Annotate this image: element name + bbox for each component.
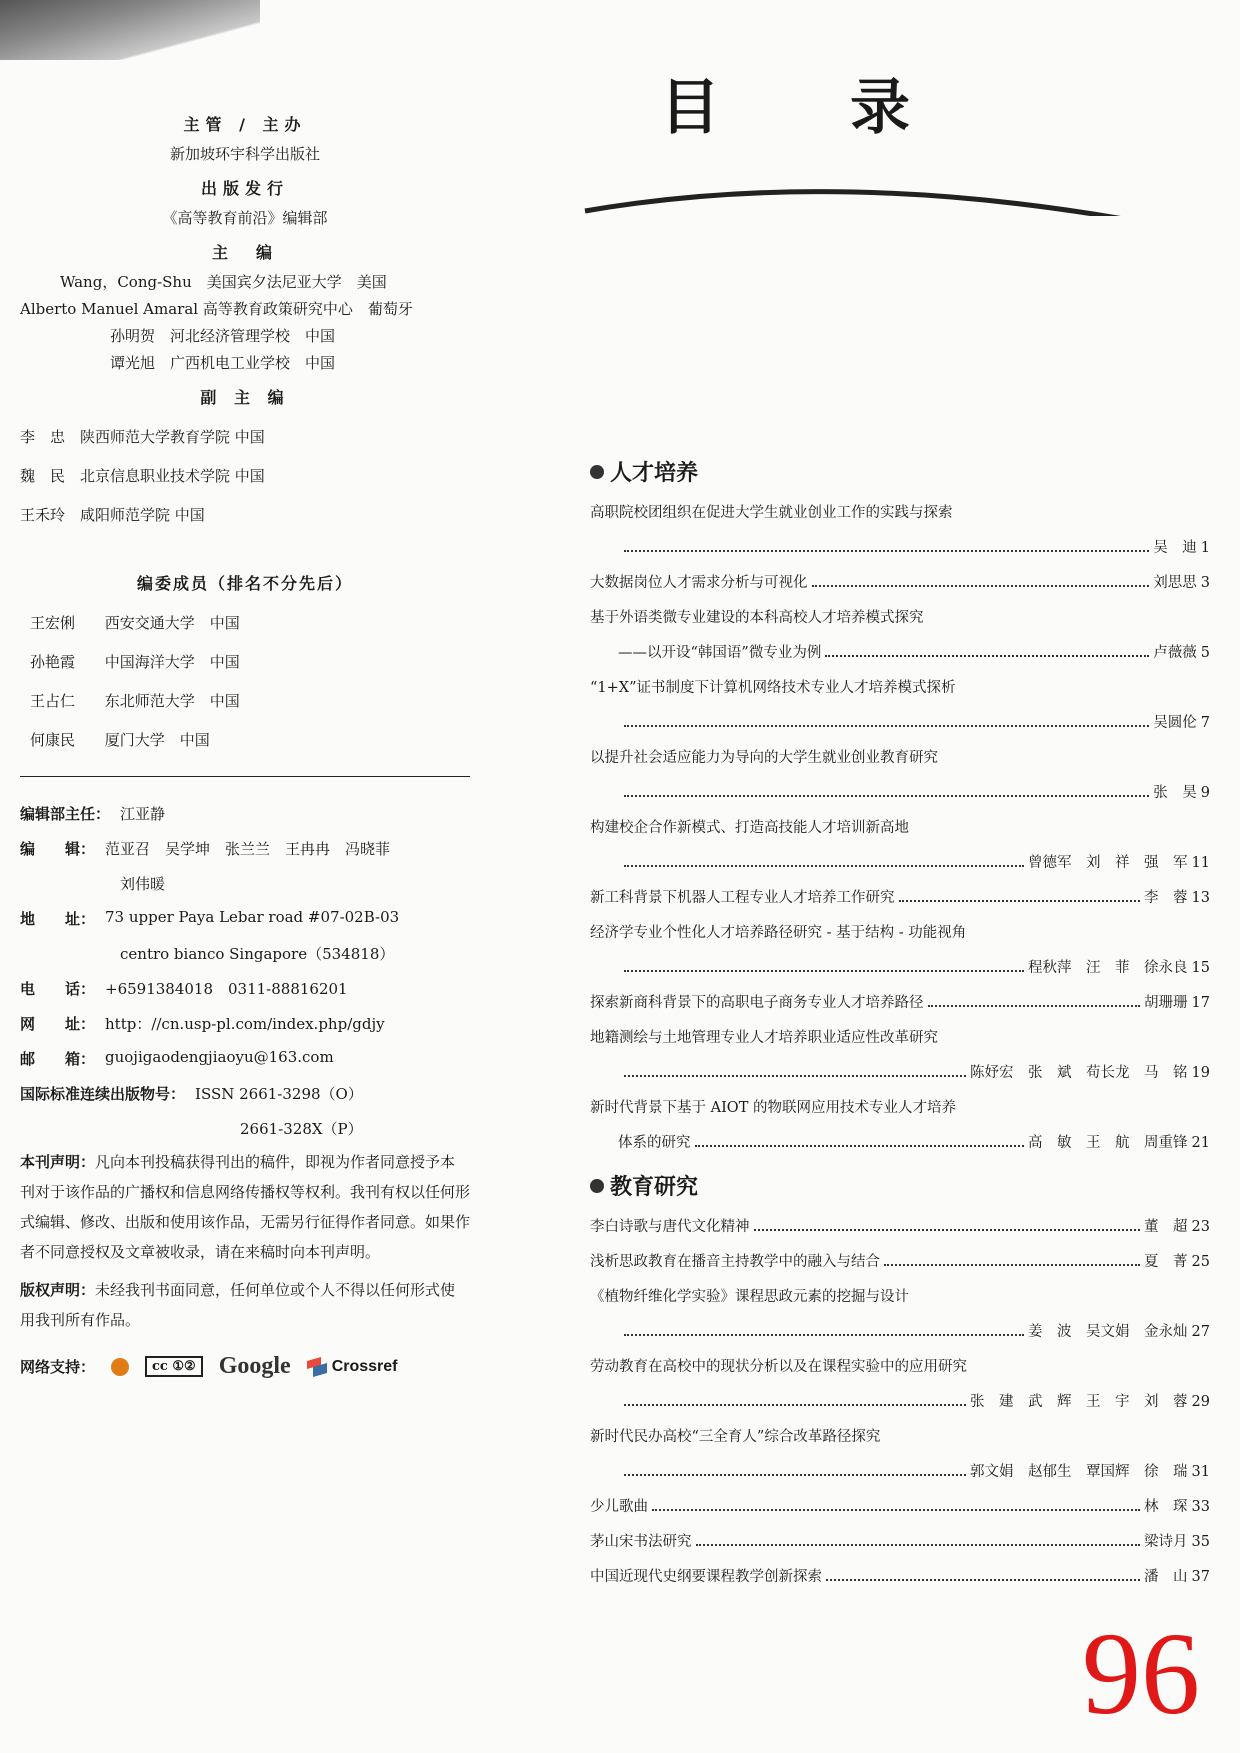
toc-entry-author: 陈妤宏 张 斌 苟长龙 马 铭	[970, 1065, 1188, 1081]
toc-entry-author-page	[1153, 641, 1210, 662]
crossref-icon	[307, 1357, 327, 1377]
toc-entry-author-page	[1144, 1530, 1210, 1551]
toc-entry-author: 张 建 武 辉 王 宇 刘 蓉	[970, 1394, 1188, 1410]
address-value: 73 upper Paya Lebar road #07-02B-03	[105, 908, 400, 926]
toc-entry[interactable]	[590, 921, 1210, 977]
dot-leader	[624, 550, 1149, 552]
board-member	[30, 612, 470, 633]
dot-leader	[899, 900, 1141, 902]
dot-leader	[624, 795, 1149, 797]
toc-entry[interactable]	[590, 1355, 1210, 1411]
editorial-director	[20, 803, 470, 824]
creative-commons-logo: cc ①②	[145, 1356, 203, 1377]
section-heading-text: 人才培养	[610, 461, 699, 486]
toc-entry-page: 3	[1200, 575, 1210, 591]
editors-value-2: 刘伟暖	[120, 875, 166, 893]
dot-leader	[884, 1264, 1140, 1266]
phone-row	[20, 978, 470, 999]
deputy-editor: 魏 民 北京信息职业技术学院 中国	[20, 467, 265, 485]
toc-entry-title: 《植物纤维化学实验》课程思政元素的挖掘与设计	[590, 1289, 909, 1305]
toc-entry[interactable]	[590, 746, 1210, 802]
toc-entry-author-page	[1028, 956, 1210, 977]
toc-entry[interactable]	[590, 1096, 1210, 1152]
toc-entry-author-page	[1028, 851, 1210, 872]
section-heading-text: 教育研究	[610, 1175, 699, 1200]
toc-sections	[590, 456, 1210, 1586]
toc-entry-page: 17	[1191, 995, 1210, 1011]
chief-editor-heading: 主 编	[211, 243, 278, 262]
toc-entry-page: 1	[1200, 540, 1210, 556]
toc-entry-author: 吴 迪	[1153, 540, 1197, 556]
board-member	[30, 729, 470, 750]
toc-entry-author: 林 琛	[1144, 1499, 1188, 1515]
sponsor: 新加坡环宇科学出版社	[169, 145, 320, 163]
chief-editor: Alberto Manuel Amaral 高等教育政策研究中心 葡萄牙	[20, 300, 413, 318]
board-member-org: 东北师范大学 中国	[104, 692, 240, 710]
toc-entry[interactable]	[590, 1565, 1210, 1586]
dot-leader	[826, 1579, 1140, 1581]
toc-entry-title: 劳动教育在高校中的现状分析以及在课程实验中的应用研究	[590, 1359, 967, 1375]
deputy-editor: 李 忠 陕西师范大学教育学院 中国	[20, 428, 265, 446]
website-label: 网 址：	[20, 1015, 96, 1033]
dot-leader	[624, 865, 1024, 867]
deputy-editor: 王禾玲 咸阳师范学院 中国	[20, 506, 205, 524]
toc-entry[interactable]	[590, 1215, 1210, 1236]
toc-entry-page: 11	[1191, 855, 1210, 871]
board-member-name: 王宏俐	[30, 614, 76, 632]
toc-entry-page: 31	[1191, 1464, 1210, 1480]
toc-entry[interactable]	[590, 886, 1210, 907]
toc-entry-author-page	[1144, 991, 1210, 1012]
toc-entry-author-page	[1144, 1250, 1210, 1271]
board-member	[30, 690, 470, 711]
toc-entry-author-page	[1144, 886, 1210, 907]
toc-entry[interactable]	[590, 1425, 1210, 1481]
toc-entry-author-page	[1144, 1495, 1210, 1516]
toc-entry-page: 19	[1191, 1065, 1210, 1081]
statement-text: 凡向本刊投稿获得刊出的稿件，即视为作者同意授予本刊对于该作品的广播权和信息网络传播权等权利。我刊有权以任何形式编辑、修改、出版和使用该作品，无需另行征得作者同意。如果作者不同意授权及文章被收录，请在来稿时向本刊声明。	[20, 1153, 471, 1261]
toc-entry-author: 吴圆伦	[1153, 715, 1197, 731]
toc-entry-page: 29	[1191, 1394, 1210, 1410]
toc-entry-page: 25	[1191, 1254, 1210, 1270]
masthead	[20, 100, 470, 1380]
page-fold-shadow	[0, 0, 260, 60]
dot-leader	[754, 1229, 1141, 1231]
toc-entry[interactable]	[590, 676, 1210, 732]
toc-entry[interactable]	[590, 571, 1210, 592]
toc-entry-title: 浅析思政教育在播音主持教学中的融入与结合	[590, 1254, 880, 1270]
toc-entry-title: 新工科背景下机器人工程专业人才培养工作研究	[590, 890, 895, 906]
toc-entry-author-page	[970, 1390, 1210, 1411]
toc-entry[interactable]	[590, 606, 1210, 662]
divider	[20, 776, 470, 777]
email-row	[20, 1048, 470, 1069]
board-member-name: 何康民	[30, 731, 76, 749]
phone-value: +6591384018 0311-88816201	[105, 980, 348, 998]
journal-statement	[20, 1147, 470, 1267]
toc-entry-page: 23	[1191, 1219, 1210, 1235]
dot-leader	[696, 1544, 1141, 1546]
page-number: 96	[1082, 1608, 1200, 1739]
toc-entry-author-page	[1153, 711, 1210, 732]
bullet-icon	[590, 1179, 604, 1193]
email-value: guojigaodengjiaoyu@163.com	[105, 1048, 334, 1066]
toc-entry-author-page	[970, 1061, 1210, 1082]
toc-entry-page: 33	[1191, 1499, 1210, 1515]
toc-entry[interactable]	[590, 1495, 1210, 1516]
statement-label: 本刊声明：	[20, 1153, 96, 1171]
board-member-name: 王占仁	[30, 692, 76, 710]
toc-section-heading	[590, 456, 1210, 487]
sponsor-heading: 主管 / 主办	[183, 115, 307, 134]
toc-entry-author-page	[1153, 571, 1210, 592]
toc-entry-author: 梁诗月	[1144, 1534, 1188, 1550]
dot-leader	[812, 585, 1150, 587]
toc-entry-title: 构建校企合作新模式、打造高技能人才培训新高地	[590, 820, 909, 836]
issn-row	[20, 1083, 470, 1104]
toc-entry-author-page	[970, 1460, 1210, 1481]
toc-entry[interactable]	[590, 1530, 1210, 1551]
website-row	[20, 1013, 470, 1034]
dot-leader	[652, 1509, 1140, 1511]
toc-entry-title: 中国近现代史纲要课程教学创新探索	[590, 1569, 822, 1585]
dot-leader	[624, 725, 1149, 727]
toc-entry-page: 21	[1191, 1135, 1210, 1151]
toc-entry-title: 大数据岗位人才需求分析与可视化	[590, 575, 808, 591]
director-label: 编辑部主任：	[20, 805, 111, 823]
toc-entry-page: 5	[1200, 645, 1210, 661]
toc-entry-author: 潘 山	[1144, 1569, 1188, 1585]
toc-entry-author: 刘思思	[1153, 575, 1197, 591]
dot-leader	[624, 1404, 966, 1406]
board-member-name: 孙艳霞	[30, 653, 76, 671]
toc-entry[interactable]	[590, 1285, 1210, 1341]
toc-entry-page: 35	[1191, 1534, 1210, 1550]
toc-entry-title: 少儿歌曲	[590, 1499, 648, 1515]
toc-title: 目录	[660, 73, 1040, 143]
toc-entry-author-page	[1153, 536, 1210, 557]
toc-entry-title: 高职院校团组织在促进大学生就业创业工作的实践与探索	[590, 505, 953, 521]
address-row	[20, 908, 470, 929]
toc-entry-page: 9	[1200, 785, 1210, 801]
dot-leader	[624, 970, 1024, 972]
phone-label: 电 话：	[20, 980, 96, 998]
copyright-text: 未经我刊书面同意，任何单位或个人不得以任何形式使用我刊所有作品。	[20, 1281, 456, 1329]
board-heading: 编委成员（排名不分先后）	[136, 574, 353, 593]
toc-entry-author: 程秋萍 汪 菲 徐永良	[1028, 960, 1188, 976]
toc-entry-title: 以提升社会适应能力为导向的大学生就业创业教育研究	[590, 750, 938, 766]
toc-entry-subtitle: ——以开设“韩国语”微专业为例	[618, 645, 822, 661]
toc-entry-author-page	[1028, 1320, 1210, 1341]
issn-value: ISSN 2661-3298（O）	[195, 1085, 363, 1103]
toc-entry-title: 李白诗歌与唐代文化精神	[590, 1219, 750, 1235]
board-member-org: 西安交通大学 中国	[104, 614, 240, 632]
toc-entry-author-page	[1144, 1565, 1210, 1586]
crossref-logo	[307, 1357, 398, 1377]
toc-entry-title: 新时代民办高校“三全育人”综合改革路径探究	[590, 1429, 881, 1445]
publisher-heading: 出版发行	[200, 179, 289, 198]
toc-entry-author: 高 敏 王 航 周重锋	[1028, 1135, 1188, 1151]
toc-entry-author: 曾德军 刘 祥 强 军	[1028, 855, 1188, 871]
toc-entry-title: 探索新商科背景下的高职电子商务专业人才培养路径	[590, 995, 924, 1011]
toc-entry-title: 茅山宋书法研究	[590, 1534, 692, 1550]
editors-row	[20, 838, 470, 859]
toc-entry-title: “1+X”证书制度下计算机网络技术专业人才培养模式探析	[590, 680, 956, 696]
toc-entry[interactable]	[590, 816, 1210, 872]
toc-section-heading	[590, 1170, 1210, 1201]
toc-entry-page: 13	[1191, 890, 1210, 906]
toc-entry-title: 基于外语类微专业建设的本科高校人才培养模式探究	[590, 610, 924, 626]
toc-entry-author: 卢薇薇	[1153, 645, 1197, 661]
board-member-org: 中国海洋大学 中国	[104, 653, 240, 671]
toc-entry[interactable]	[590, 991, 1210, 1012]
title-swoosh-divider	[580, 146, 1140, 216]
board-member	[30, 651, 470, 672]
toc-entry-title: 地籍测绘与土地管理专业人才培养职业适应性改革研究	[590, 1030, 938, 1046]
google-scholar-logo: Google	[218, 1353, 291, 1379]
director-value: 江亚静	[120, 805, 166, 823]
dot-leader	[624, 1334, 1024, 1336]
toc-entry-author-page	[1028, 1131, 1210, 1152]
toc-entry-author: 胡珊珊	[1144, 995, 1188, 1011]
copyright-statement	[20, 1275, 470, 1335]
chief-editor: 孙明贺 河北经济管理学校 中国	[110, 327, 336, 345]
chief-editor: 谭光旭 广西机电工业学校 中国	[110, 354, 336, 372]
toc-entry-page: 7	[1200, 715, 1210, 731]
toc-entry[interactable]	[590, 1026, 1210, 1082]
dot-leader	[624, 1075, 966, 1077]
website-value: http：//cn.usp-pl.com/index.php/gdjy	[105, 1015, 385, 1033]
deputy-editor-heading: 副 主 编	[200, 388, 290, 407]
orange-logo-icon	[111, 1358, 129, 1376]
toc-entry-subtitle: 体系的研究	[618, 1135, 691, 1151]
editors-label: 编 辑：	[20, 840, 96, 858]
email-label: 邮 箱：	[20, 1050, 96, 1068]
crossref-label: Crossref	[331, 1357, 398, 1375]
toc-entry-page: 15	[1191, 960, 1210, 976]
toc-entry[interactable]	[590, 1250, 1210, 1271]
toc-entry-author: 张 昊	[1153, 785, 1197, 801]
editors-value: 范亚召 吴学坤 张兰兰 王冉冉 冯晓菲	[105, 840, 391, 858]
dot-leader	[695, 1145, 1025, 1147]
dot-leader	[624, 1474, 966, 1476]
copyright-label: 版权声明：	[20, 1281, 96, 1299]
toc-entry-author: 李 蓉	[1144, 890, 1188, 906]
dot-leader	[928, 1005, 1141, 1007]
issn-label: 国际标准连续出版物号：	[20, 1085, 186, 1103]
toc-entry-author-page	[1144, 1215, 1210, 1236]
bullet-icon	[590, 465, 604, 479]
toc-entry-author: 董 超	[1144, 1219, 1188, 1235]
chief-editor: Wang，Cong-Shu 美国宾夕法尼亚大学 美国	[60, 273, 387, 291]
toc-entry-title: 经济学专业个性化人才培养路径研究 - 基于结构 - 功能视角	[590, 925, 967, 941]
toc-entry[interactable]	[590, 501, 1210, 557]
toc-entry-title: 新时代背景下基于 AIOT 的物联网应用技术专业人才培养	[590, 1100, 956, 1116]
address-label: 地 址：	[20, 910, 96, 928]
issn-value-2: 2661-328X（P）	[240, 1120, 363, 1138]
toc-entry-page: 37	[1191, 1569, 1210, 1585]
address-value-2: centro bianco Singapore（534818）	[120, 945, 395, 963]
network-support	[20, 1353, 470, 1380]
toc-entry-author-page	[1153, 781, 1210, 802]
toc-entry-author: 姜 波 吴文娟 金永灿	[1028, 1324, 1188, 1340]
toc-entry-page: 27	[1191, 1324, 1210, 1340]
toc-entry-author: 郭文娟 赵郁生 覃国辉 徐 瑞	[970, 1464, 1188, 1480]
toc-entry-author: 夏 菁	[1144, 1254, 1188, 1270]
publisher: 《高等教育前沿》编辑部	[162, 209, 328, 227]
network-label: 网络支持：	[20, 1358, 96, 1376]
table-of-contents	[590, 40, 1210, 1600]
board-member-org: 厦门大学 中国	[104, 731, 210, 749]
dot-leader	[825, 655, 1149, 657]
